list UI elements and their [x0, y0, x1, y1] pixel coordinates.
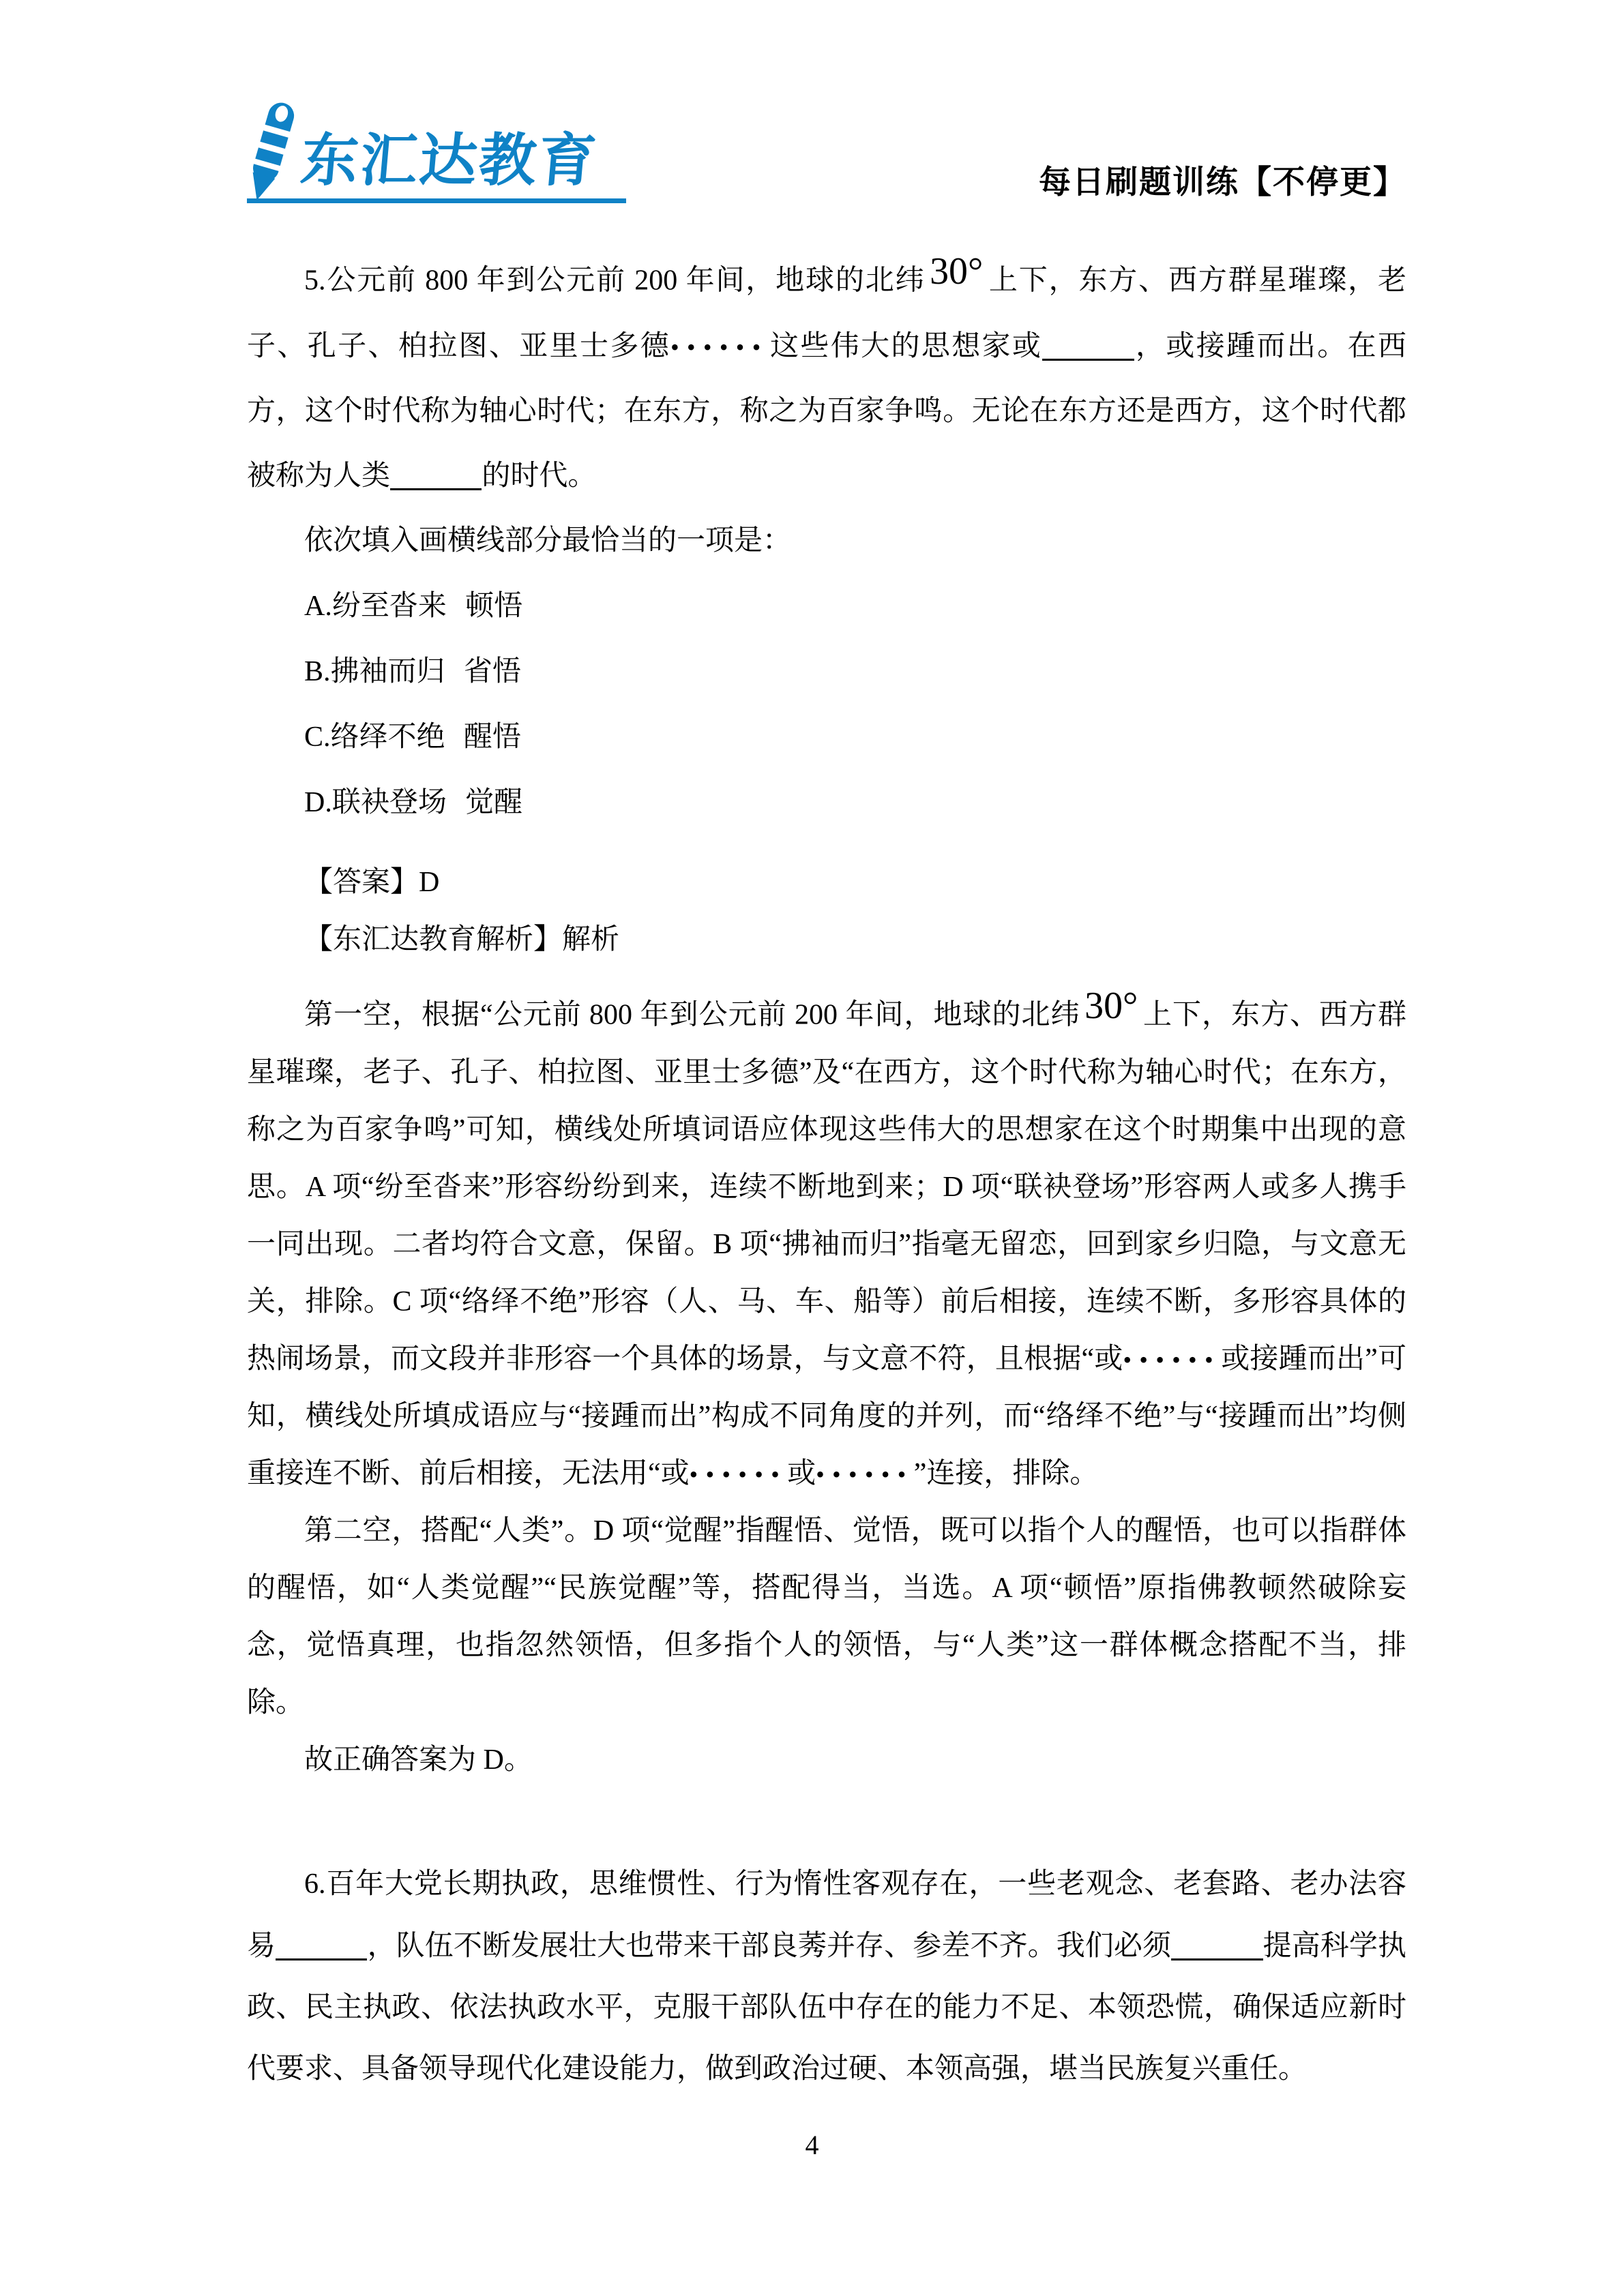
- ellipsis-dots: ••••••: [1123, 1346, 1222, 1374]
- option-a-label: A.: [304, 590, 332, 622]
- analysis-para-1: [247, 968, 1406, 1503]
- option-b-label: B.: [304, 656, 331, 688]
- analysis-1-text-4: 或: [787, 1458, 816, 1490]
- page-number: 4: [805, 2130, 819, 2160]
- option-b-word: 省悟: [463, 656, 521, 688]
- option-c-idiom: 络绎不绝: [330, 721, 445, 754]
- blank-line: [390, 488, 482, 490]
- option-d-idiom: 联袂登场: [331, 787, 447, 819]
- option-c-label: C.: [304, 721, 331, 754]
- answer-line: 【答案】D: [304, 866, 440, 898]
- q6-stem-text-3: 提高科学执政、民主执政、依法执政水平，克服干部队伍中存在的能力不足、本领恐慌，确保适应新时代要求、具备领导现代化建设能力，做到政治过硬、本领高强，堪当民族复兴重任。: [247, 1930, 1406, 2085]
- q5-stem-text-1: 5.公元前 800 年到公元前 200 年间，地球的北纬: [304, 265, 926, 297]
- analysis-para-2: 第二空，搭配“人类”。D 项“觉醒”指醒悟、觉悟，既可以指个人的醒悟，也可以指群体的醒悟，如“人类觉醒”“民族觉醒”等，搭配得当，当选。A 项“顿悟”原指佛教顿然破除妄念，觉悟真理，也指忽然领悟，但多指个人的领悟，与“人类”这一群体概念搭配不当，排除。: [247, 1515, 1406, 1719]
- ellipsis-dots: ••••••: [816, 1461, 914, 1489]
- q5-stem-text-4: ，或接踵而出。在西方，这个时代称为轴心时代；在东方，称之为百家争鸣。无论在东方还是西方，这个时代都被称为人类: [247, 331, 1406, 492]
- ellipsis-dots: ••••••: [670, 333, 769, 361]
- logo-text: 东汇达教育: [298, 128, 601, 192]
- degree-formula: 30°: [1084, 984, 1138, 1027]
- analysis-1-text-1: 第一空，根据“公元前 800 年到公元前 200 年间，地球的北纬: [304, 998, 1080, 1030]
- blank-line: [276, 1958, 367, 1960]
- header-tagline: 每日刷题训练【不停更】: [1039, 165, 1406, 200]
- question-6-stem: [247, 1853, 1406, 2100]
- q6-stem-text-1: 6.百年大党长期执政，思维惯性、行为惰性客观存在，一些老观念、老套路、老办法容易: [247, 1868, 1406, 1962]
- q6-stem-text-2: ，队伍不断发展壮大也带来干部良莠并存、参差不齐。我们必须: [367, 1930, 1172, 1962]
- blank-line: [1042, 359, 1134, 361]
- q5-stem-text-5: 的时代。: [482, 460, 597, 492]
- option-d-label: D.: [304, 787, 332, 819]
- blank-line: [1171, 1958, 1263, 1960]
- option-a-idiom: 纷至沓来: [331, 590, 447, 622]
- option-a: [304, 573, 1406, 639]
- analysis-1-text-5: ”连接，排除。: [913, 1458, 1099, 1490]
- analysis-conclusion: 故正确答案为 D。: [304, 1744, 533, 1776]
- option-d-word: 觉醒: [465, 787, 523, 819]
- page-body: [247, 0, 1406, 2100]
- q5-stem-text-3: 这些伟大的思想家或: [768, 331, 1043, 363]
- option-c-word: 醒悟: [463, 721, 521, 754]
- q5-prompt: 依次填入画横线部分最恰当的一项是：: [304, 524, 792, 556]
- degree-formula: 30°: [930, 250, 984, 293]
- ellipsis-dots: ••••••: [689, 1461, 788, 1489]
- q5-stem-text-2: 上下，东方、西方群星璀璨，老子、孔子、柏拉图、亚里士多德: [247, 265, 1406, 363]
- analysis-header: 【东汇达教育解析】解析: [304, 923, 620, 955]
- option-c: [304, 704, 1406, 770]
- option-d: [304, 770, 1406, 835]
- question-5-stem: [247, 228, 1406, 509]
- option-b: [304, 639, 1406, 704]
- analysis-1-text-2: 上下，东方、西方群星璀璨，老子、孔子、柏拉图、亚里士多德”及“在西方，这个时代称为轴心时代；在东方，称之为百家争鸣”可知，横线处所填词语应体现这些伟大的思想家在这个时期集中出现的意思。A 项“纷至沓来”形容纷纷到来，连续不断地到来；D 项“联袂登场”形容两人或多人携手一同出现。二者均符合文意，保留。B 项“拂袖而归”指毫无留恋，回到家乡归隐，与文意无关，排除。C 项“络绎不绝”形容（人、马、车、船等）前后相接，连续不断，多形容具体的热闹场景，而文段并非形容一个具体的场景，与文意不符，且根据“或: [247, 998, 1406, 1375]
- option-b-idiom: 拂袖而归: [330, 656, 445, 688]
- analysis-1-text-3: 或接踵而出”可知，横线处所填成语应与“接踵而出”构成不同角度的并列，而“络绎不绝”与“接踵而出”均侧重接连不断、前后相接，无法用“或: [247, 1343, 1406, 1490]
- option-a-word: 顿悟: [465, 590, 523, 622]
